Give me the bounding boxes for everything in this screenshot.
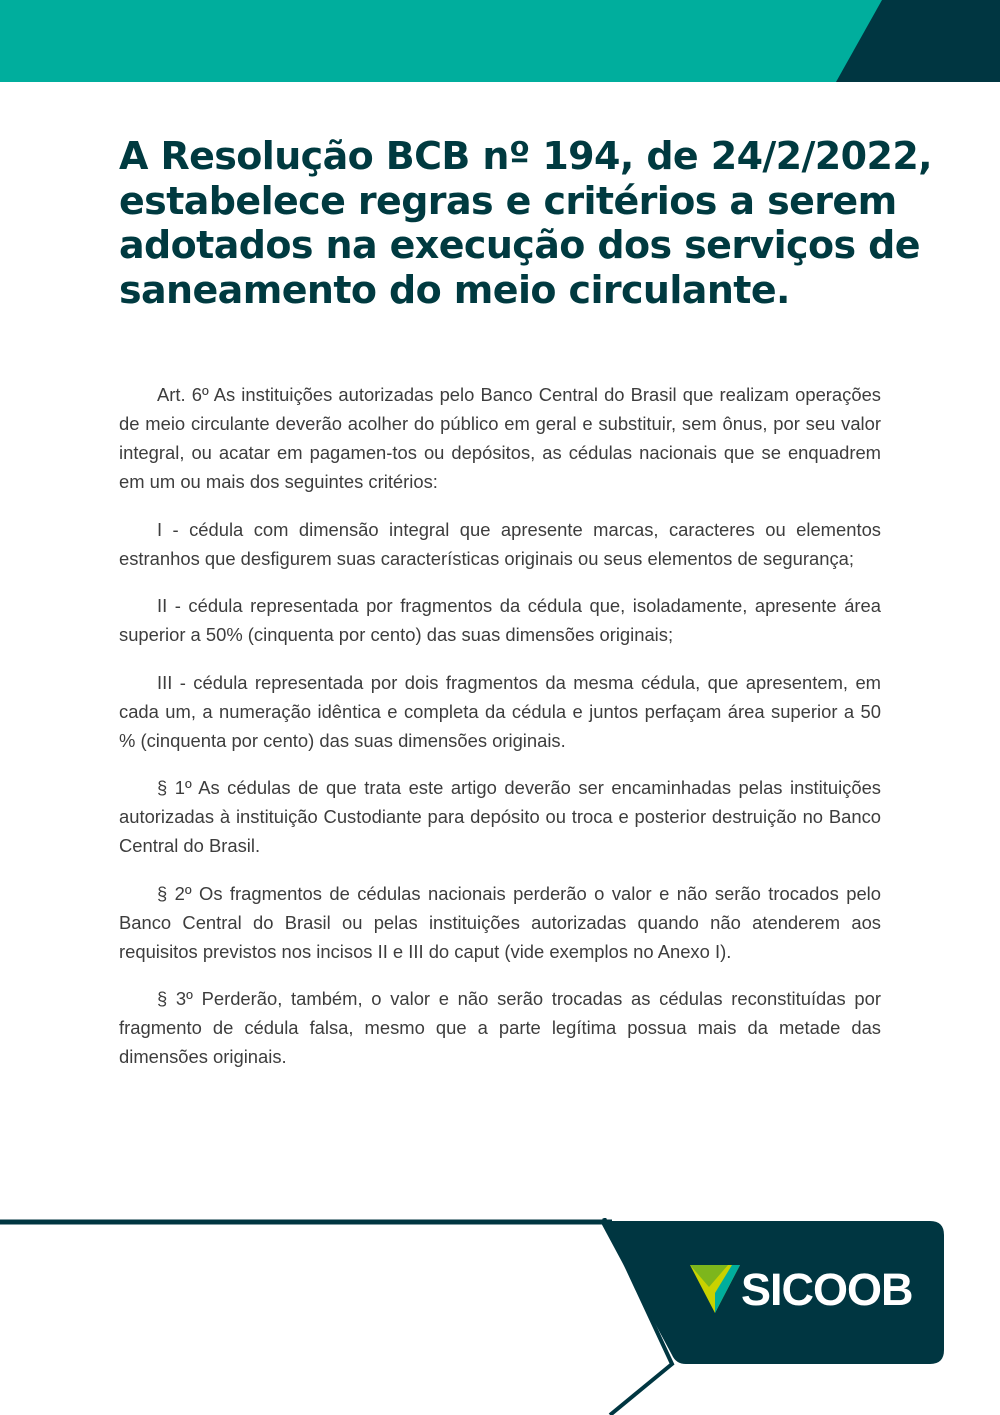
paragraph-inciso-ii: II - cédula representada por fragmentos da cédula que, isoladamente, apresente área superior a 50% (cinquenta por cento) das suas dimensões originais;	[119, 595, 881, 645]
page-title	[119, 134, 933, 312]
top-banner	[0, 0, 1000, 82]
paragraph-inciso-iii: III - cédula representada por dois fragmentos da mesma cédula, que apresentem, em cada um, a numeração idêntica e completa da cédula e juntos perfaçam área superior a 50 % (cinquenta por cento) das suas dimensões originais.	[119, 671, 881, 751]
title-line: A Resolução BCB nº 194, de 24/2/2022,	[119, 134, 933, 178]
paragraph-paragrafo-2: § 2º Os fragmentos de cédulas nacionais perderão o valor e não serão trocados pelo Banco Central do Brasil ou pelas instituições autorizadas quando não atenderem aos requisitos previstos nos incisos II e III do caput (vide exemplos no Anexo I).	[119, 882, 881, 962]
paragraph-paragrafo-3: § 3º Perderão, também, o valor e não serão trocadas as cédulas reconstituídas por fragmento de cédula falsa, mesmo que a parte legítima possua mais da metade das dimensões originais.	[119, 988, 881, 1067]
sicoob-logo-text: SICOOB	[741, 1264, 913, 1315]
paragraph-paragrafo-1: § 1º As cédulas de que trata este artigo deverão ser encaminhadas pelas instituições autorizadas à instituição Custodiante para depósito ou troca e posterior destruição no Banco Central do Brasil.	[119, 777, 881, 856]
article-body	[119, 380, 881, 1090]
paragraph-art-6: Art. 6º As instituições autorizadas pelo Banco Central do Brasil que realizam operações de meio circulante deverão acolher do público em geral e substituir, sem ônus, por seu valor integral, ou acatar em pagamen-tos ou depósitos, as cédulas nacionais que se enquadrem em um ou mais dos seguintes critérios:	[119, 384, 881, 492]
title-line: estabelece regras e critérios a serem	[119, 178, 897, 223]
title-line: adotados na execução dos serviços de	[119, 223, 920, 267]
paragraph-inciso-i: I - cédula com dimensão integral que apresente marcas, caracteres ou elementos estranhos que desfigurem suas características originais ou seus elementos de segurança;	[119, 518, 881, 569]
title-line: saneamento do meio circulante.	[119, 267, 790, 312]
